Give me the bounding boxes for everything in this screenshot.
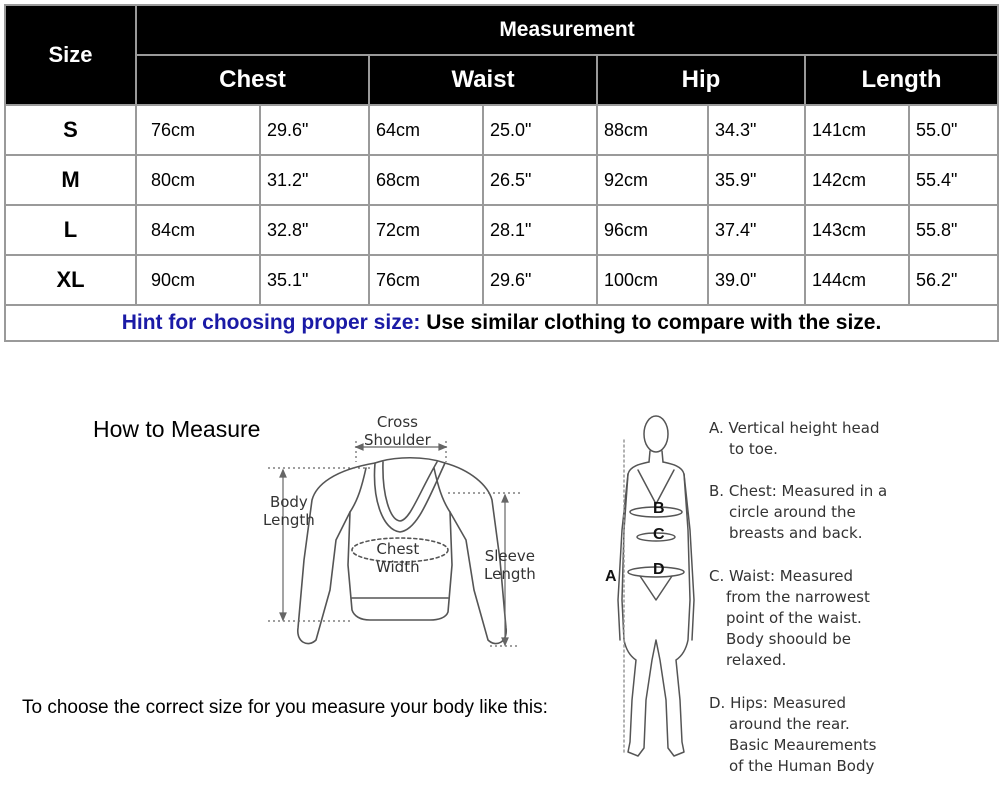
length-in-cell: 55.8": [909, 205, 998, 255]
waist-in-cell: 26.5": [483, 155, 597, 205]
chest-cm-cell: 76cm: [136, 105, 260, 155]
legend-item-a: A. Vertical height head to toe.: [709, 419, 880, 458]
hint-label: Hint for choosing proper size:: [121, 311, 421, 334]
waist-in-cell: 28.1": [483, 205, 597, 255]
chest-cm-cell: 80cm: [136, 155, 260, 205]
body-length-label: Body Length: [263, 493, 315, 529]
point-a-label: A: [605, 568, 617, 585]
hip-cm-cell: 100cm: [597, 255, 708, 305]
size-cell: XL: [5, 255, 136, 305]
waist-cm-cell: 64cm: [369, 105, 483, 155]
length-in-cell: 56.2": [909, 255, 998, 305]
length-cm-cell: 144cm: [805, 255, 909, 305]
size-cell: S: [5, 105, 136, 155]
length-cm-cell: 143cm: [805, 205, 909, 255]
waist-cm-cell: 76cm: [369, 255, 483, 305]
cross-shoulder-label: Cross Shoulder: [364, 413, 431, 449]
size-cell: M: [5, 155, 136, 205]
length-in-cell: 55.4": [909, 155, 998, 205]
point-b-label: B: [653, 500, 665, 517]
hip-in-cell: 34.3": [708, 105, 805, 155]
sleeve-length-label: Sleeve Length: [484, 547, 536, 583]
hip-in-cell: 39.0": [708, 255, 805, 305]
point-d-label: D: [653, 561, 665, 578]
legend-item-c: C. Waist: Measured from the narrowest point of the waist. Body shoould be relaxed.: [709, 567, 870, 669]
chest-in-cell: 29.6": [260, 105, 369, 155]
chest-in-cell: 32.8": [260, 205, 369, 255]
legend-item-d: D. Hips: Measured around the rear. Basic Meaurements of the Human Body: [709, 694, 877, 775]
chest-width-label: Chest Width: [376, 540, 420, 576]
chest-cm-cell: 84cm: [136, 205, 260, 255]
waist-cm-cell: 68cm: [369, 155, 483, 205]
chest-in-cell: 35.1": [260, 255, 369, 305]
length-header: Length: [805, 55, 998, 105]
hip-in-cell: 35.9": [708, 155, 805, 205]
length-in-cell: 55.0": [909, 105, 998, 155]
hip-header: Hip: [597, 55, 805, 105]
waist-in-cell: 29.6": [483, 255, 597, 305]
measurement-header: Measurement: [136, 5, 998, 55]
point-c-label: C: [653, 526, 665, 543]
hip-cm-cell: 96cm: [597, 205, 708, 255]
measure-instruction: To choose the correct size for you measure your body like this:: [22, 697, 548, 718]
hip-in-cell: 37.4": [708, 205, 805, 255]
hip-cm-cell: 88cm: [597, 105, 708, 155]
how-to-measure-title: How to Measure: [93, 416, 261, 442]
legend-item-b: B. Chest: Measured in a circle around the breasts and back.: [709, 482, 888, 542]
chest-header: Chest: [136, 55, 369, 105]
size-header: Size: [5, 5, 136, 105]
waist-in-cell: 25.0": [483, 105, 597, 155]
hip-cm-cell: 92cm: [597, 155, 708, 205]
waist-header: Waist: [369, 55, 597, 105]
length-cm-cell: 141cm: [805, 105, 909, 155]
chest-cm-cell: 90cm: [136, 255, 260, 305]
chest-in-cell: 31.2": [260, 155, 369, 205]
waist-cm-cell: 72cm: [369, 205, 483, 255]
hint-text: Use similar clothing to compare with the size.: [420, 311, 882, 334]
length-cm-cell: 142cm: [805, 155, 909, 205]
size-cell: L: [5, 205, 136, 255]
